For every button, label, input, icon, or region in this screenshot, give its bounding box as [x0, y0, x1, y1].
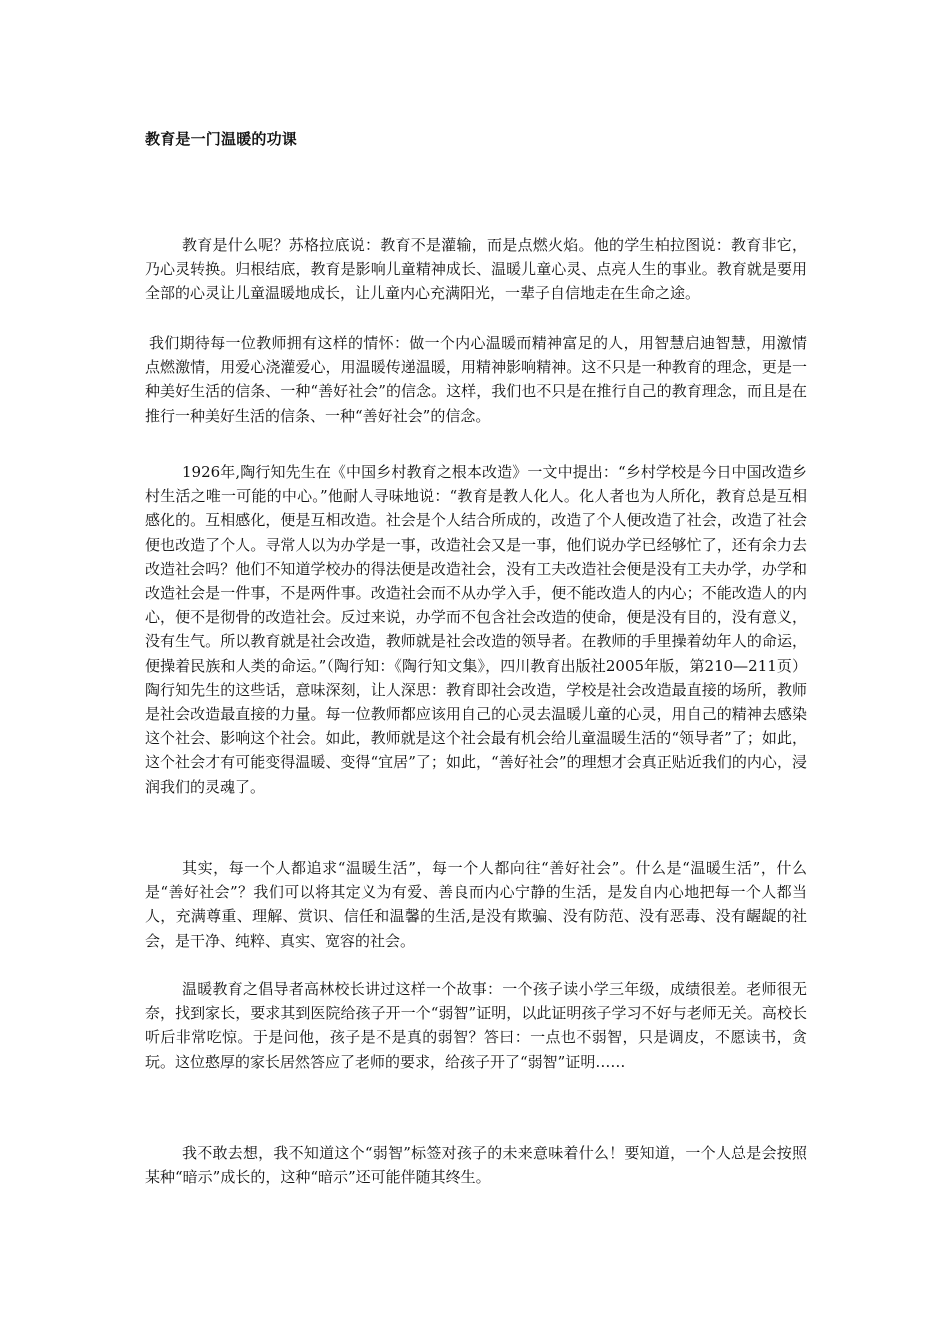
- paragraph-5: 温暖教育之倡导者高林校长讲过这样一个故事：一个孩子读小学三年级，成绩很差。老师很无奈，找到家长，要求其到医院给孩子开一个“弱智”证明，以此证明孩子学习不好与老师无关。高校长听后非常吃惊。于是问他，孩子是不是真的弱智？答曰：一点也不弱智，只是调皮，不愿读书，贪玩。这位憨厚的家长居然答应了老师的要求，给孩子开了“弱智”证明……: [145, 980, 807, 1071]
- paragraph-6: 我不敢去想，我不知道这个“弱智”标签对孩子的未来意味着什么！要知道，一个人总是会按照某种“暗示”成长的，这种“暗示”还可能伴随其终生。: [145, 1144, 807, 1187]
- paragraph-1: 教育是什么呢？苏格拉底说：教育不是灌输，而是点燃火焰。他的学生柏拉图说：教育非它，乃心灵转换。归根结底，教育是影响儿童精神成长、温暖儿童心灵、点亮人生的事业。教育就是要用全部的心灵让儿童温暖地成长，让儿童内心充满阳光，一辈子自信地走在生命之途。: [145, 236, 807, 303]
- paragraph-3: 1926年,陶行知先生在《中国乡村教育之根本改造》一文中提出：“乡村学校是今日中国改造乡村生活之唯一可能的中心。”他耐人寻味地说：“教育是教人化人。化人者也为人所化，教育总是互相感化的。互相感化，便是互相改造。社会是个人结合所成的，改造了个人便改造了社会，改造了社会便也改造了个人。寻常人以为办学是一事，改造社会又是一事，他们说办学已经够忙了，还有余力去改造社会吗？他们不知道学校办的得法便是改造社会，没有工夫改造社会便是没有工夫办学，办学和改造社会是一件事，不是两件事。改造社会而不从办学入手，便不能改造人的内心；不能改造人的内心，便不是彻骨的改造社会。反过来说，办学而不包含社会改造的使命，便是没有目的，没有意义，没有生气。所以教育就是社会改造，教师就是社会改造的领导者。在教师的手里操着幼年人的命运，便操着民族和人类的命运。”（陶行知：《陶行知文集》，四川教育出版社2005年版，第210—211页）陶行知先生的这些话，意味深刻，让人深思：教育即社会改造，学校是社会改造最直接的场所，教师是社会改造最直接的力量。每一位教师都应该用自己的心灵去温暖儿童的心灵，用自己的精神去感染这个社会、影响这个社会。如此，教师就是这个社会最有机会给儿童温暖生活的“领导者”了；如此，这个社会才有可能变得温暖、变得“宜居”了；如此，“善好社会”的理想才会真正贴近我们的内心，浸润我们的灵魂了。: [145, 463, 807, 796]
- paragraph-4: 其实，每一个人都追求“温暖生活”，每一个人都向往“善好社会”。什么是“温暖生活”，什么是“善好社会”？我们可以将其定义为有爱、善良而内心宁静的生活，是发自内心地把每一个人都当人，充满尊重、理解、赏识、信任和温馨的生活,是没有欺骗、没有防范、没有恶毒、没有龌龊的社会，是干净、纯粹、真实、宽容的社会。: [145, 859, 807, 950]
- paragraph-2: 我们期待每一位教师拥有这样的情怀：做一个内心温暖而精神富足的人，用智慧启迪智慧，用激情点燃激情，用爱心浇灌爱心，用温暖传递温暖，用精神影响精神。这不只是一种教育的理念，更是一种美好生活的信条、一种“善好社会”的信念。这样，我们也不只是在推行自己的教育理念，而且是在推行一种美好生活的信条、一种“善好社会”的信念。: [145, 334, 807, 425]
- document-title: 教育是一门温暖的功课: [145, 130, 298, 148]
